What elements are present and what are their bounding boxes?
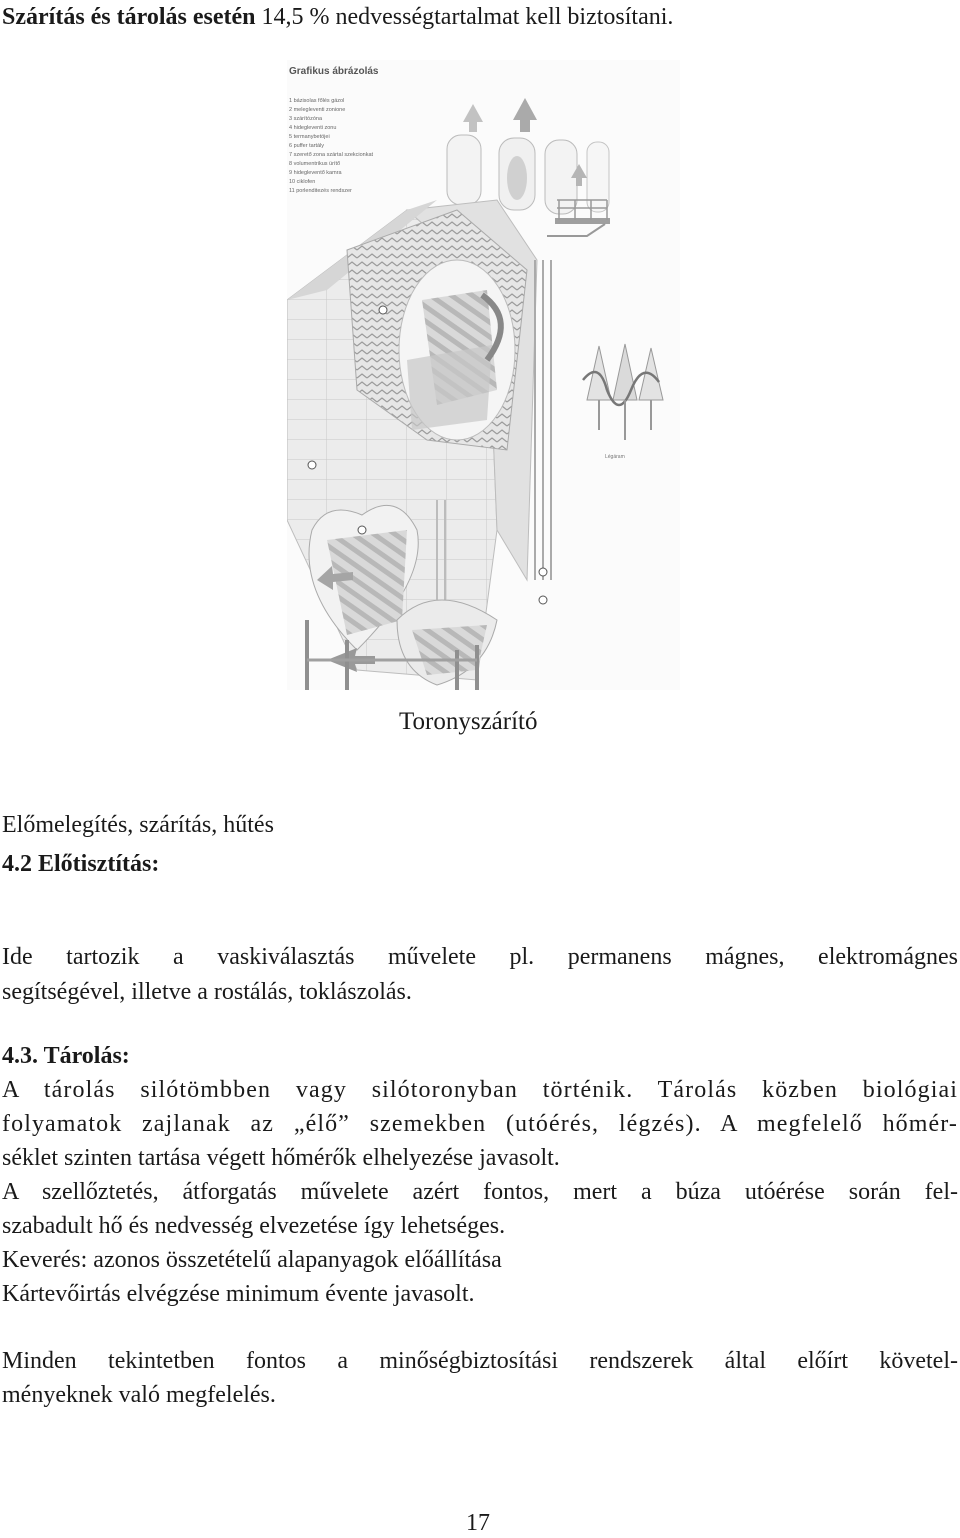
figure-legend [289,66,379,194]
legend-item: 8 volumentrikus ürítő [289,161,341,167]
legend-item: 11 porlenditezés rendszer [289,188,352,194]
section-43-line-6: Keverés: azonos összetételű alapanyagok előállítása [2,1247,502,1273]
intro-line [2,2,673,32]
legend-item: 9 hidegleventő kamra [289,170,342,176]
legend-item: 10 ciklofen [289,179,316,185]
section-42-line-2: segítségével, illetve a rostálás, toklászolás. [2,979,412,1005]
closing-line-2: ményeknek való megfelelés. [2,1382,276,1408]
legend-title: Grafikus ábrázolás [289,66,379,77]
page-number: 17 [466,1510,490,1536]
exhaust-arrow-icon [463,104,483,132]
legend-item: 5 termanybetöjei [289,134,330,140]
legend-item: 6 puffer tartály [289,143,325,149]
section-43-line-4: A szellőztetés, átforgatás művelete azért fontos, mert a búza utóérése során fel- [2,1179,958,1205]
legend-item: 7 szerető zona szártal szekcionkat [289,152,374,158]
legend-item: 4 hidegleventi zonu [289,125,337,131]
section-42-heading: 4.2 Előtisztítás: [2,851,160,877]
section-43-line-5: szabadult hő és nedvesség elvezetése így lehetséges. [2,1213,506,1239]
intro-text: 14,5 % nedvességtartalmat kell biztosítani. [255,4,674,30]
section-43-line-3: séklet szinten tartása végett hőmérők elhelyezése javasolt. [2,1145,560,1171]
section-43-line-7: Kártevőirtás elvégzése minimum évente javasolt. [2,1281,475,1307]
section-43-line-1: A tárolás silótömbben vagy silótoronyban történik. Tárolás közben biológiai [2,1077,958,1103]
figure-caption: Toronyszárító [399,708,538,735]
legend-item: 2 melegleventi zonione [289,107,346,113]
preheat-heading: Előmelegítés, szárítás, hűtés [2,812,274,838]
section-43-line-2: folyamatok zajlanak az „élő” szemekben (utóérés, légzés). A megfelelő hőmér- [2,1111,958,1137]
section-43-heading: 4.3. Tárolás: [2,1043,130,1069]
section-42-line-1: Ide tartozik a vaskiválasztás művelete pl. permanens mágnes, elektromágnes [2,944,958,970]
air-flow-label: Légáram [605,454,625,460]
intro-bold-text: Szárítás és tárolás esetén [2,4,256,30]
closing-line-1: Minden tekintetben fontos a minőségbiztosítási rendszerek által előírt követel- [2,1348,958,1374]
tower-dryer-illustration [287,60,680,690]
legend-item: 1 bázisolas főlés gázol [289,98,345,104]
legend-item: 3 szárítózóna [289,116,323,122]
air-flow-detail [583,344,663,460]
exhaust-arrow-icon [513,98,537,132]
tower-dryer-figure [287,60,680,690]
